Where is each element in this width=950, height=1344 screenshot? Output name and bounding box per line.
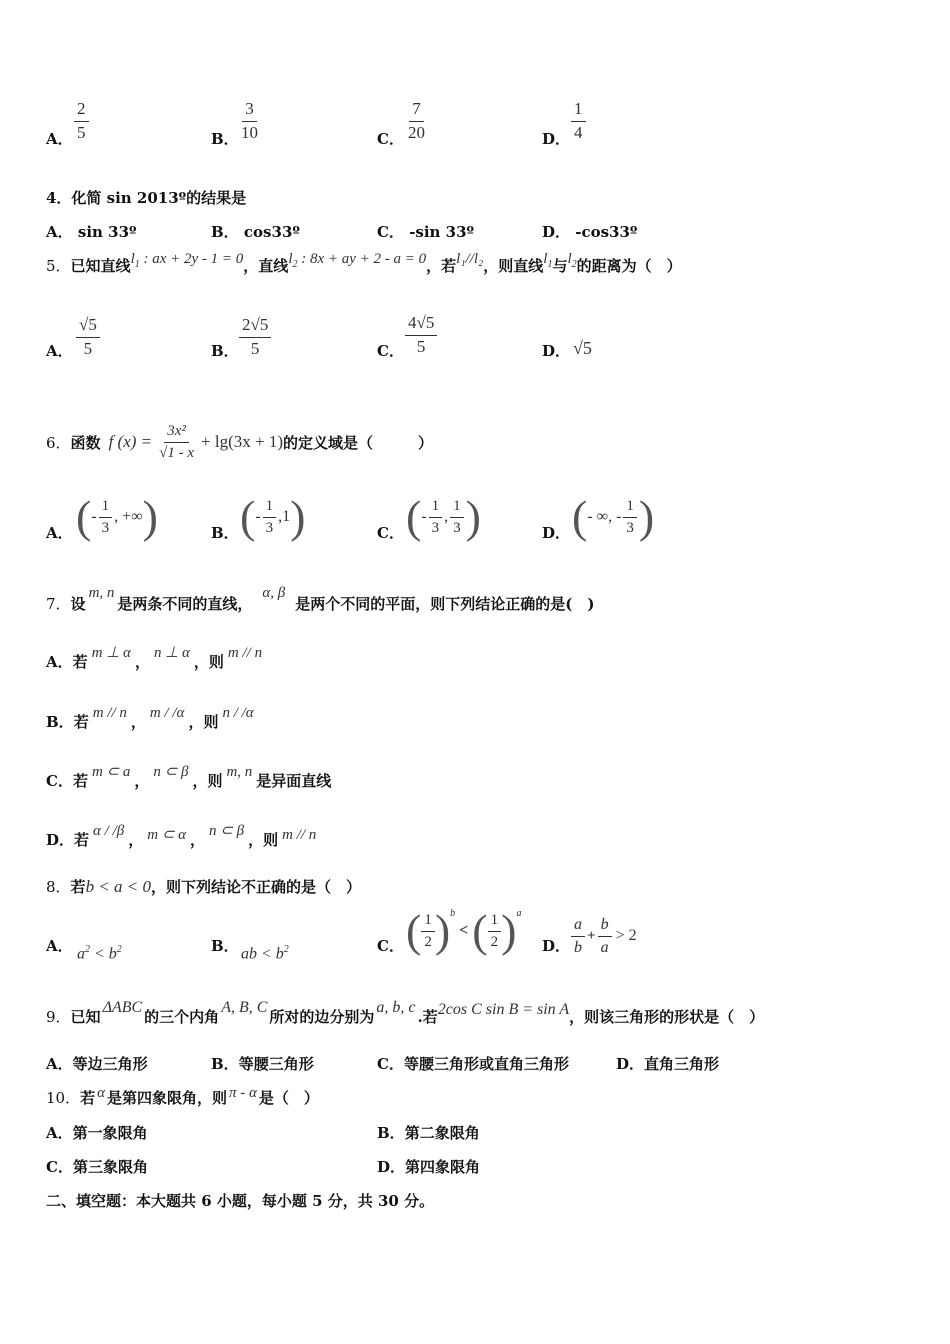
q7-option-b: [46, 705, 258, 732]
q7-c-c2: n ⊂ β: [153, 764, 189, 780]
q9-a-label: A．: [46, 1055, 73, 1073]
q4-d-text: -cos33º: [575, 223, 638, 241]
q8-c-one: 1: [421, 912, 435, 932]
q6-option-c-label: C．: [377, 524, 404, 542]
q7-c-ze: ，则: [192, 772, 223, 790]
q8-option-d-label: D．: [542, 937, 571, 955]
q4-option-c: [377, 221, 474, 242]
q8-c-lt: <: [459, 922, 469, 939]
q8-option-a-label: A．: [46, 937, 73, 955]
q7-b-ze: ，则: [188, 713, 219, 731]
q5-t6: 的距离为（ ）: [576, 257, 682, 275]
q7-a-c1: m ⊥ α: [91, 645, 131, 661]
q6-t2: 的定义域是（ ）: [283, 433, 434, 452]
q9-t1: 已知: [70, 1008, 101, 1026]
q5-option-b-fraction: [239, 316, 271, 358]
q7-d-ze: ，则: [248, 831, 279, 849]
q3-d-den: 4: [574, 122, 583, 142]
q3-option-b-label: B．: [211, 130, 239, 148]
q6-option-a-label: A．: [46, 524, 73, 542]
q9-stem: [46, 999, 765, 1027]
q7-stem: [46, 585, 595, 614]
q5-option-c-label: C．: [377, 342, 404, 360]
q8-option-b-value: ab < $b^2$: [241, 944, 289, 963]
q7-b-sep: ，: [130, 713, 146, 731]
q10-stem: [46, 1087, 319, 1108]
q6-c-comma: ,: [444, 508, 449, 525]
q7-option-a: [46, 645, 266, 672]
q10-t2: 是第四象限角，则: [106, 1089, 227, 1107]
q5-option-b-label: B．: [211, 342, 239, 360]
q9-b-label: B．: [211, 1055, 239, 1073]
q8-option-b-label: B．: [211, 937, 239, 955]
q9-c-label: C．: [377, 1055, 404, 1073]
q8-option-c-value: ( $\frac{1}{2}$ ) $^b$ < ( $\frac{1}{2}$ ) $^a$: [406, 905, 522, 956]
q5-c-den: 5: [416, 336, 426, 356]
q3-b-den: 10: [241, 122, 258, 142]
q4-option-d: [542, 221, 637, 242]
q10-d-label: D．: [377, 1158, 406, 1176]
q5-t4: ，则直线: [483, 257, 544, 275]
q8-option-c-label: C．: [377, 937, 404, 955]
q6-c-three-b: 3: [453, 519, 461, 536]
q6-option-d-label: D．: [542, 524, 571, 542]
q10-c-label: C．: [46, 1158, 73, 1176]
q6-b-one2: ,1: [278, 508, 291, 525]
q7-t2: 是两条不同的直线，: [117, 595, 253, 613]
q7-b-c2: m / /α: [149, 705, 185, 721]
q5-c-num: 4√5: [405, 314, 437, 336]
q5-option-d-value: √5: [573, 338, 592, 358]
q3-option-c-fraction: [405, 100, 428, 142]
q7-c-c1: m ⊂ a: [91, 764, 131, 780]
q6-t1: 函数: [70, 433, 101, 452]
q8-c-exp-b: b: [450, 908, 456, 919]
q6-c-three: 3: [431, 519, 440, 536]
q6-option-c-value: ( - $\frac{1}{3}$ , $\frac{1}{3}$ ): [406, 491, 481, 542]
q7-d-sep: ，: [128, 831, 144, 849]
q6-b-one: 1: [263, 498, 277, 518]
q5-t2: ，直线: [243, 257, 289, 275]
q7-a-c2: n ⊥ α: [153, 645, 190, 661]
q10-b-text: 第二象限角: [404, 1124, 480, 1142]
q8-d-den2: a: [600, 938, 609, 956]
q9-t5: ，则该三角形的形状是（ ）: [569, 1008, 765, 1026]
q7-option-d: [46, 823, 320, 850]
q8-c-two: 2: [424, 933, 432, 950]
q5-option-d-label: D．: [542, 342, 571, 360]
q4-a-label: A．: [46, 223, 73, 241]
q10-option-a: [46, 1122, 148, 1143]
q7-d-c4: m // n: [282, 827, 317, 843]
q5-eq2: : 8x + ay + 2 - a = 0: [297, 251, 427, 267]
q6-stem: [46, 412, 433, 472]
q5-l1-sub: 1: [134, 259, 140, 270]
q6-option-a-value: ( - $\frac{1}{3}$ , +∞ ): [76, 491, 158, 542]
q6-option-b-value: ( - $\frac{1}{3}$ ,1 ): [240, 491, 306, 542]
q7-c-end: 是异面直线: [256, 772, 332, 790]
q8-d-den1: b: [574, 938, 582, 956]
q3-option-b-fraction: [238, 100, 261, 142]
q4-c-text: -sin 33º: [409, 223, 475, 241]
section-2-heading: 二、填空题：本大题共 6 小题，每小题 5 分，共 30 分。: [46, 1192, 435, 1210]
q4-b-label: B．: [211, 223, 239, 241]
q3-option-c-label: C．: [377, 130, 404, 148]
q7-t1: 设: [70, 595, 86, 613]
q10-a-text: 第一象限角: [72, 1124, 148, 1142]
q9-option-d: [616, 1053, 719, 1074]
q4-d-label: D．: [542, 223, 571, 241]
q5-t5: 与: [552, 257, 568, 275]
q10-option-d: [377, 1156, 480, 1177]
q3-a-num: 2: [74, 100, 89, 122]
q9-b-text: 等腰三角形: [238, 1055, 314, 1073]
q8-c-two2: 2: [490, 933, 499, 950]
q7-d-c1: α / /β: [93, 823, 125, 839]
q9-eq: 2cos C sin B = sin A: [437, 1001, 570, 1018]
q9-option-b: [211, 1053, 314, 1074]
q7-a-label: A．: [46, 653, 73, 671]
q4-option-a: [46, 221, 137, 242]
q6-fx: f (x) =: [108, 432, 153, 451]
q5-l2-sub: 2: [292, 259, 298, 270]
q4-a-text: sin 33º: [77, 223, 137, 241]
q4-stem: 4．化简 sin 2013º的结果是: [46, 189, 247, 207]
q6-d-one: 1: [623, 498, 637, 518]
q7-b-ruo: 若: [73, 713, 89, 731]
q6-b-three: 3: [265, 519, 274, 536]
q9-angles: A, B, C: [221, 999, 268, 1016]
q7-mn: m, n: [88, 585, 115, 601]
q7-option-c: [46, 764, 332, 791]
q5-option-a-fraction: [76, 316, 100, 358]
q5-a-num: √5: [76, 316, 100, 338]
q5-option-c-fraction: [405, 314, 437, 356]
q4-c-label: C．: [377, 223, 404, 241]
q6-option-d-value: ( - ∞, - $\frac{1}{3}$ ): [572, 491, 655, 542]
q7-d-ruo: 若: [74, 831, 90, 849]
q3-c-num: 7: [409, 100, 424, 122]
q7-a-ruo: 若: [72, 653, 88, 671]
q8-c-exp-a: a: [516, 908, 522, 919]
q9-t3: 所对的边分别为: [269, 1008, 375, 1026]
q9-t4: .若: [417, 1008, 438, 1026]
q7-d-c3a: n ⊂ β: [209, 823, 245, 839]
q6-b-minus: -: [255, 508, 261, 525]
q5-l2: l: [288, 251, 293, 267]
q7-d-c2: m ⊂ α: [147, 827, 187, 843]
q10-t3: 是（ ）: [258, 1089, 319, 1107]
q3-option-a-fraction: [74, 100, 89, 142]
q9-d-label: D．: [616, 1055, 645, 1073]
q9-a-text: 等边三角形: [72, 1055, 148, 1073]
q7-a-ze: ，则: [193, 653, 224, 671]
q8-d-num2: b: [598, 916, 612, 937]
q6-d-neginf: - ∞, -: [587, 508, 622, 525]
q7-c-ruo: 若: [72, 772, 88, 790]
q3-d-num: 1: [571, 100, 586, 122]
q9-t2: 的三个内角: [144, 1008, 220, 1026]
q7-t3: 是两个不同的平面，则下列结论正确的是( ): [295, 595, 595, 613]
q7-c-label: C．: [46, 772, 73, 790]
q7-d-label: D．: [46, 831, 75, 849]
q10-option-c: [46, 1156, 148, 1177]
q5-a-den: 5: [83, 338, 93, 358]
q3-b-num: 3: [242, 100, 257, 122]
q7-a-sep: ，: [134, 653, 150, 671]
q10-alpha: α: [97, 1085, 105, 1101]
q10-b-label: B．: [377, 1124, 405, 1142]
q5-b-den: 5: [250, 338, 260, 358]
q3-option-a-label: A．: [46, 130, 73, 148]
q9-sides: a, b, c: [376, 999, 416, 1016]
q8-t2: ，则下列结论不正确的是（ ）: [151, 878, 362, 896]
q8-stem: [46, 876, 361, 897]
q3-option-d-fraction: [571, 100, 586, 142]
q5-option-a-label: A．: [46, 342, 73, 360]
q9-num: 9．: [46, 1008, 71, 1026]
q5-l1: l: [130, 251, 135, 267]
q6-d-three: 3: [626, 519, 634, 536]
q9-c-text: 等腰三角形或直角三角形: [403, 1055, 569, 1073]
q8-d-plus: +: [587, 927, 596, 944]
q10-a-label: A．: [46, 1124, 73, 1142]
q7-b-label: B．: [46, 713, 74, 731]
q7-a-c3: m // n: [227, 645, 263, 661]
q10-expr: π - α: [229, 1085, 257, 1101]
q8-d-gt2: > 2: [615, 927, 637, 945]
q8-t1: 若: [70, 878, 86, 896]
q9-option-c: [377, 1053, 569, 1074]
q8-option-a-value: $a^2 < b^2$: [77, 944, 122, 963]
q8-c-one2: 1: [488, 912, 502, 932]
q10-num: 10．: [46, 1089, 81, 1107]
q9-d-text: 直角三角形: [644, 1055, 720, 1073]
q5-t1: 已知直线: [70, 257, 131, 275]
q5-eq1: : ax + 2y - 1 = 0: [139, 251, 244, 267]
q7-num: 7．: [46, 595, 71, 613]
q8-option-d-value: [571, 916, 637, 956]
q7-b-c1: m // n: [92, 705, 127, 721]
q7-c-c3: m, n: [226, 764, 253, 780]
q10-d-text: 第四象限角: [405, 1158, 481, 1176]
q3-option-d-label: D．: [542, 130, 571, 148]
q5-stem: 5．已知直线$l_1$ : ax + 2y - 1 = 0，直线$l_2$ : 8x + ay + 2 - a = 0，若l₁//l₂，则直线$l_1$与$l_2$的距离为（ ）: [46, 251, 682, 275]
q6-c-minus: -: [421, 508, 427, 525]
q6-tail: + lg(3x + 1): [201, 432, 283, 451]
q6-frac-num: 3x²: [164, 423, 189, 443]
q7-b-c3: n / /α: [222, 705, 254, 721]
q6-a-three: 3: [101, 519, 110, 536]
q10-t1: 若: [80, 1089, 96, 1107]
q9-tri: ΔABC: [102, 999, 143, 1016]
q5-parallel: l₁//l₂: [456, 251, 484, 267]
q10-option-b: [377, 1122, 480, 1143]
q8-num: 8．: [46, 878, 71, 896]
q3-c-den: 20: [408, 122, 425, 142]
q7-ab: α, β: [262, 585, 286, 601]
q6-c-one-b: 1: [450, 498, 464, 518]
q6-c-one: 1: [429, 498, 443, 518]
q4-b-text: cos33º: [243, 223, 300, 241]
q10-c-text: 第三象限角: [72, 1158, 148, 1176]
q5-num: 5．: [46, 257, 71, 275]
q6-num: 6．: [46, 433, 71, 452]
q8-d-num1: a: [571, 916, 585, 937]
q9-option-a: [46, 1053, 148, 1074]
q6-option-b-label: B．: [211, 524, 239, 542]
q6-a-minus: -: [91, 508, 97, 525]
q3-a-den: 5: [77, 122, 86, 142]
q7-c-sep: ，: [134, 772, 150, 790]
q5-b-num: 2√5: [239, 316, 271, 338]
q6-frac-den: √1 - x: [159, 444, 195, 461]
q6-a-inf: , +∞: [114, 508, 143, 525]
q8-cond: b < a < 0: [85, 877, 152, 896]
q7-d-sep2: ，: [190, 831, 206, 849]
q5-t3: ，若: [426, 257, 457, 275]
q4-option-b: [211, 221, 300, 242]
q6-a-one: 1: [99, 498, 113, 518]
